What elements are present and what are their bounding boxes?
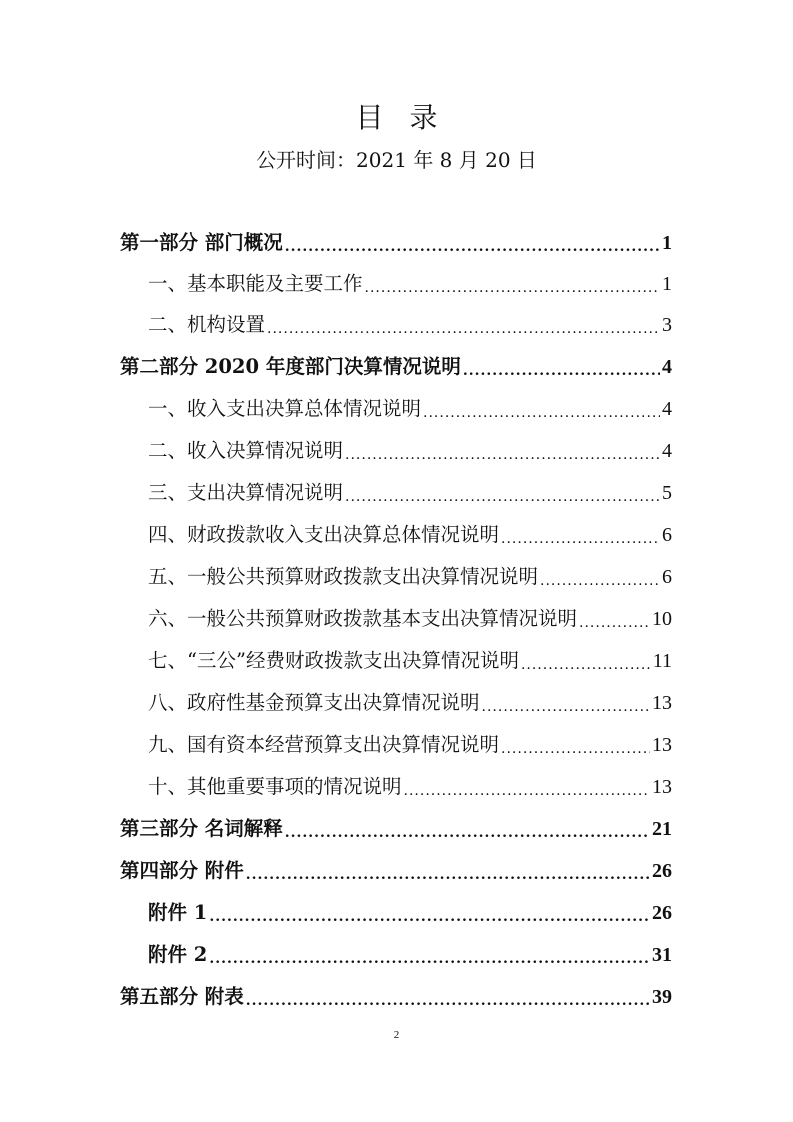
toc-entry-page: 4 [662, 440, 672, 462]
toc-dot-leader [209, 898, 650, 928]
toc-entry-2-7[interactable] [148, 646, 672, 676]
toc-entry-page: 31 [652, 944, 672, 966]
toc-entry-page: 39 [652, 986, 672, 1008]
toc-entry-2-10[interactable] [148, 772, 672, 802]
toc-entry-label: 二、收入决算情况说明 [148, 439, 344, 462]
toc-entry-page: 6 [662, 524, 672, 546]
toc-entry-page: 4 [662, 356, 672, 378]
toc-entry-label: 附件 1 [148, 901, 208, 924]
toc-dot-leader [579, 604, 650, 634]
toc-entry-label: 一、收入支出决算总体情况说明 [148, 397, 422, 420]
toc-dot-leader [521, 646, 651, 676]
toc-dot-leader [482, 688, 650, 718]
toc-entry-page: 26 [652, 902, 672, 924]
toc-entry-2-4[interactable] [148, 520, 672, 550]
toc-entry-2-1[interactable] [148, 394, 672, 424]
toc-entry-label: 附件 2 [148, 943, 208, 966]
toc-entry-page: 13 [652, 776, 672, 798]
toc-dot-leader [404, 772, 650, 802]
page-number: 2 [393, 1029, 400, 1041]
toc-entry-part-4[interactable] [120, 856, 672, 886]
toc-entry-part-2[interactable] [120, 352, 672, 382]
toc-entry-page: 4 [662, 398, 672, 420]
toc-entry-2-8[interactable] [148, 688, 672, 718]
toc-entry-page: 1 [662, 232, 672, 254]
toc-dot-leader [246, 856, 650, 886]
toc-dot-leader [285, 228, 660, 258]
toc-entry-4-2[interactable] [148, 940, 672, 970]
toc-dot-leader [365, 269, 660, 299]
page-title: 目录 [355, 101, 464, 134]
toc-entry-page: 26 [652, 860, 672, 882]
toc-entry-2-2[interactable] [148, 436, 672, 466]
toc-entry-label: 五、一般公共预算财政拨款支出决算情况说明 [148, 565, 539, 588]
toc-entry-label: 三、支出决算情况说明 [148, 481, 344, 504]
toc-dot-leader [267, 310, 660, 340]
toc-dot-leader [540, 562, 660, 592]
toc-entry-page: 3 [662, 314, 672, 336]
toc-entry-label: 第三部分 名词解释 [120, 817, 283, 840]
toc-entry-part-1[interactable] [120, 228, 672, 258]
toc-entry-page: 21 [652, 818, 672, 840]
toc-entry-label: 七、“三公”经费财政拨款支出决算情况说明 [148, 649, 519, 672]
toc-dot-leader [463, 352, 660, 382]
toc-entry-label: 第五部分 附表 [120, 985, 244, 1008]
toc-entry-1-1[interactable] [148, 269, 672, 299]
toc-entry-label: 第一部分 部门概况 [120, 231, 283, 254]
toc-entry-label: 八、政府性基金预算支出决算情况说明 [148, 691, 480, 714]
toc-entry-page: 6 [662, 566, 672, 588]
toc-entry-2-9[interactable] [148, 730, 672, 760]
toc-dot-leader [246, 982, 650, 1012]
toc-dot-leader [501, 520, 660, 550]
toc-entry-label: 一、基本职能及主要工作 [148, 272, 363, 295]
toc-entry-page: 11 [652, 650, 672, 672]
toc-entry-2-5[interactable] [148, 562, 672, 592]
toc-dot-leader [501, 730, 650, 760]
toc-entry-page: 5 [662, 482, 672, 504]
toc-entry-label: 九、国有资本经营预算支出决算情况说明 [148, 733, 500, 756]
toc-entry-label: 十、其他重要事项的情况说明 [148, 775, 402, 798]
toc-entry-2-3[interactable] [148, 478, 672, 508]
toc-entry-label: 第二部分 2020 年度部门决算情况说明 [120, 355, 461, 378]
toc-entry-label: 六、一般公共预算财政拨款基本支出决算情况说明 [148, 607, 578, 630]
toc-entry-page: 13 [652, 734, 672, 756]
publication-date: 公开时间：2021 年 8 月 20 日 [256, 148, 537, 172]
toc-entry-page: 10 [652, 608, 672, 630]
toc-dot-leader [209, 940, 650, 970]
toc-entry-2-6[interactable] [148, 604, 672, 634]
toc-entry-part-5[interactable] [120, 982, 672, 1012]
toc-entry-part-3[interactable] [120, 814, 672, 844]
toc-entry-label: 四、财政拨款收入支出决算总体情况说明 [148, 523, 500, 546]
toc-entry-label: 第四部分 附件 [120, 859, 244, 882]
toc-entry-4-1[interactable] [148, 898, 672, 928]
toc-dot-leader [285, 814, 650, 844]
toc-entry-1-2[interactable] [148, 310, 672, 340]
toc-dot-leader [345, 436, 660, 466]
toc-entry-page: 1 [662, 273, 672, 295]
toc-dot-leader [345, 478, 660, 508]
toc-dot-leader [423, 394, 660, 424]
toc-entry-page: 13 [652, 692, 672, 714]
toc-entry-label: 二、机构设置 [148, 313, 266, 336]
